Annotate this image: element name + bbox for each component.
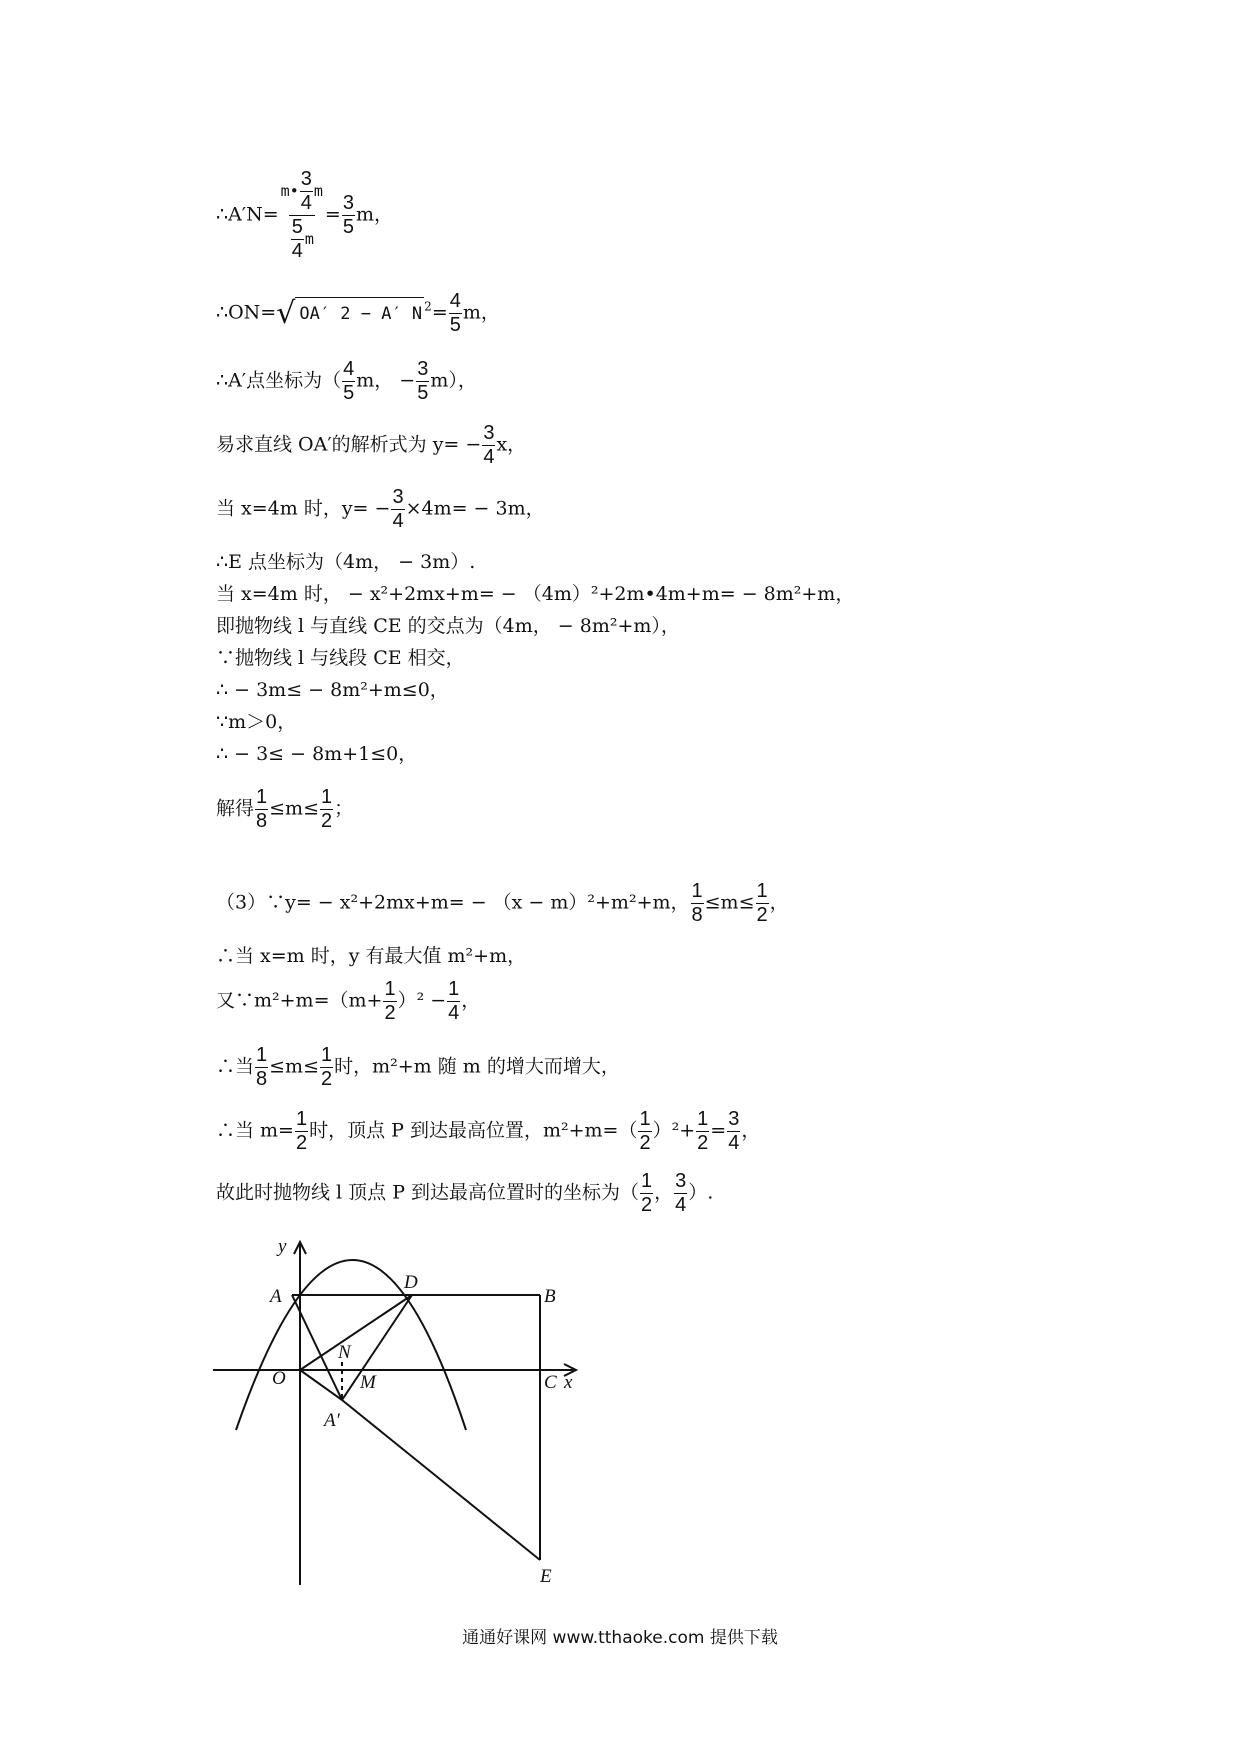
sqrt: √ OA′ 2 − A′ N: [276, 295, 423, 331]
line-10: ∴ − 3m≤ − 8m²+m≤0，: [216, 679, 449, 701]
line-1: ∴A′N= m• $\frac{3}{4}$ m $\frac{5}{4}$ m = $\frac{3}{5}$ m，: [216, 168, 393, 262]
line-7: 当 x=4m 时， − x²+2mx+m= − （4m）²+2m•4m+m= − 8m²+m，: [216, 583, 855, 605]
segment-d-aprime: [342, 1295, 412, 1400]
line-13: 解得 $\frac{1}{8}$ ≤m≤ $\frac{1}{2}$ ；: [216, 786, 354, 832]
fraction: [280, 168, 324, 263]
segment-aprime-e: [342, 1400, 540, 1560]
label-d: D: [404, 1272, 418, 1293]
label-a: A: [270, 1286, 282, 1307]
segment-do: [300, 1295, 412, 1370]
line-11: ∵m＞0，: [216, 711, 297, 733]
fraction: $\frac{3}{5}$: [342, 192, 354, 238]
label-a-prime: A′: [324, 1410, 340, 1431]
line-12: ∴ − 3≤ − 8m+1≤0，: [216, 743, 418, 765]
line-14: （3）∵y= − x²+2mx+m= − （x − m）²+m²+m， $\frac{1}{8}$ ≤m≤ $\frac{1}{2}$ ，: [216, 880, 789, 926]
line-6: ∴E 点坐标为（4m， − 3m）.: [216, 551, 476, 573]
label-b: B: [544, 1286, 556, 1307]
label-c: C: [544, 1372, 557, 1393]
numerator: m• $\frac{3}{4}$ m: [280, 168, 323, 214]
line-2: ∴ON= √ OA′ 2 − A′ N $^2$= $\frac{4}{5}$ m，: [216, 290, 500, 336]
label-y: y: [278, 1236, 287, 1257]
label-o: O: [272, 1368, 286, 1389]
label-m: M: [360, 1372, 376, 1393]
line-3: ∴A′点坐标为（ $\frac{4}{5}$ m， − $\frac{3}{5}$ m），: [216, 358, 477, 404]
line-18: ∴当 m= $\frac{1}{2}$ 时，顶点 P 到达最高位置，m²+m=（ $\frac{1}{2}$ ）²+ $\frac{1}{2}$ = $\frac{3}{4}$ ，: [216, 1108, 761, 1154]
label-n: N: [338, 1342, 351, 1363]
line-8: 即抛物线 l 与直线 CE 的交点为（4m， − 8m²+m），: [216, 615, 680, 637]
footer: 通通好课网 www.tthaoke.com 提供下载: [462, 1628, 778, 1648]
line-5: 当 x=4m 时，y= − $\frac{3}{4}$ ×4m= − 3m，: [216, 486, 545, 532]
line-19: 故此时抛物线 l 顶点 P 到达最高位置时的坐标为（ $\frac{1}{2}$ ， $\frac{3}{4}$ ）.: [216, 1170, 714, 1216]
label-x: x: [564, 1372, 573, 1393]
denominator: $\frac{5}{4}$ m: [289, 215, 315, 263]
line-17: ∴当 $\frac{1}{8}$ ≤m≤ $\frac{1}{2}$ 时，m²+m 随 m 的增大而增大，: [216, 1044, 620, 1090]
line-4: 易求直线 OA′的解析式为 y= − $\frac{3}{4}$ x，: [216, 422, 527, 468]
text: ∴A′N=: [216, 203, 279, 226]
label-e: E: [540, 1566, 552, 1587]
fraction: $\frac{4}{5}$: [449, 290, 461, 336]
line-16: 又∵m²+m=（m+ $\frac{1}{2}$ ）² − $\frac{1}{4}$ ，: [216, 978, 481, 1024]
geometry-figure: [208, 1230, 588, 1590]
line-9: ∵抛物线 l 与线段 CE 相交，: [216, 647, 465, 669]
line-15: ∴当 x=m 时，y 有最大值 m²+m，: [216, 945, 527, 967]
